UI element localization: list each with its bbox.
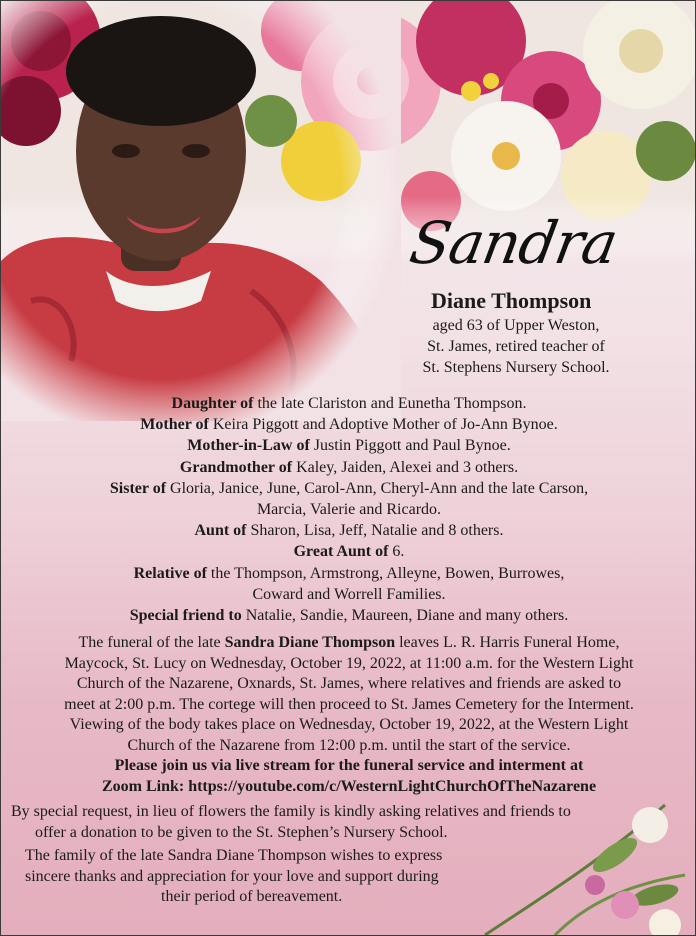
funeral-notice	[21, 633, 677, 797]
thanks-line: their period of bereavement.	[161, 888, 343, 905]
relation-line	[21, 520, 677, 541]
relation-text: 6.	[388, 543, 405, 561]
relation-label: Mother-in-Law of	[187, 437, 310, 455]
relation-line	[21, 499, 677, 520]
relation-text: Kaley, Jaiden, Alexei and 3 others.	[292, 458, 519, 476]
relations-list	[21, 393, 677, 626]
relation-label: Daughter of	[171, 395, 254, 412]
relation-label: Aunt of	[194, 522, 247, 540]
relation-line	[21, 541, 677, 562]
request-line: By special request, in lieu of flowers the family is kindly asking relatives and friends to	[11, 803, 571, 820]
relation-label: Special friend to	[129, 607, 242, 625]
deceased-details	[386, 315, 646, 378]
thanks-line: The family of the late Sandra Diane Thompson wishes to express	[25, 847, 443, 864]
relation-text: the Thompson, Armstrong, Alleyne, Bowen, Burrowes,	[206, 564, 565, 582]
relation-text: Sharon, Lisa, Jeff, Natalie and 8 others.	[246, 522, 504, 540]
details-line: St. Stephens Nursery School.	[422, 359, 610, 376]
funeral-deceased-name: Sandra Diane Thompson	[224, 634, 396, 651]
request-line: offer a donation to be given to the St. Stephen’s Nursery School.	[35, 823, 448, 841]
signature-name: Sandra	[405, 209, 623, 277]
relation-line	[21, 414, 677, 435]
relation-label: Grandmother of	[179, 458, 293, 476]
funeral-intro: The funeral of the late	[78, 634, 225, 651]
relation-line	[21, 563, 677, 584]
relation-label: Relative of	[133, 564, 207, 582]
funeral-line: meet at 2:00 p.m. The cortege will then proceed to St. James Cemetery for the Interment.	[64, 695, 634, 713]
relation-line	[21, 457, 677, 478]
details-line: aged 63 of Upper Weston,	[432, 317, 600, 334]
relation-label: Mother of	[140, 416, 209, 434]
relation-text: Justin Piggott and Paul Bynoe.	[309, 437, 511, 455]
relation-text: Marcia, Valerie and Ricardo.	[256, 501, 442, 519]
thanks-message	[25, 846, 525, 908]
deceased-name: Diane Thompson	[431, 288, 592, 313]
relation-line	[21, 584, 677, 605]
funeral-line: Church of the Nazarene from 12:00 p.m. until the start of the service.	[127, 736, 571, 754]
relation-label: Sister of	[109, 479, 167, 497]
livestream-notice: Please join us via live stream for the funeral service and interment at	[114, 757, 584, 774]
relation-line	[21, 393, 677, 414]
funeral-line: Maycock, St. Lucy on Wednesday, October 19, 2022, at 11:00 a.m. for the Western Light	[64, 654, 634, 672]
relation-text: Coward and Worrell Families.	[252, 585, 446, 603]
funeral-line: Church of the Nazarene, Oxnards, St. James, where relatives and friends are asked to	[76, 675, 622, 692]
zoom-link[interactable]: Zoom Link: https://youtube.com/c/WesternLightChurchOfTheNazarene	[101, 777, 597, 795]
special-request	[11, 802, 671, 843]
funeral-line	[21, 633, 677, 654]
relation-line	[21, 478, 677, 499]
relation-text: Natalie, Sandie, Maureen, Diane and many others.	[241, 607, 569, 625]
relation-line	[21, 435, 677, 456]
relation-text: Gloria, Janice, June, Carol-Ann, Cheryl-Ann and the late Carson,	[166, 479, 589, 497]
portrait-photo	[1, 1, 401, 421]
relation-line	[21, 605, 677, 626]
funeral-line-end: leaves L. R. Harris Funeral Home,	[395, 634, 620, 651]
details-line: St. James, retired teacher of	[427, 338, 605, 355]
relation-text: Keira Piggott and Adoptive Mother of Jo-Ann Bynoe.	[208, 416, 558, 434]
thanks-line: sincere thanks and appreciation for your love and support during	[25, 867, 439, 885]
relation-text: the late Clariston and Eunetha Thompson.	[253, 395, 527, 412]
relation-label: Great Aunt of	[293, 543, 389, 561]
funeral-line: Viewing of the body takes place on Wednesday, October 19, 2022, at the Western Light	[69, 716, 629, 733]
